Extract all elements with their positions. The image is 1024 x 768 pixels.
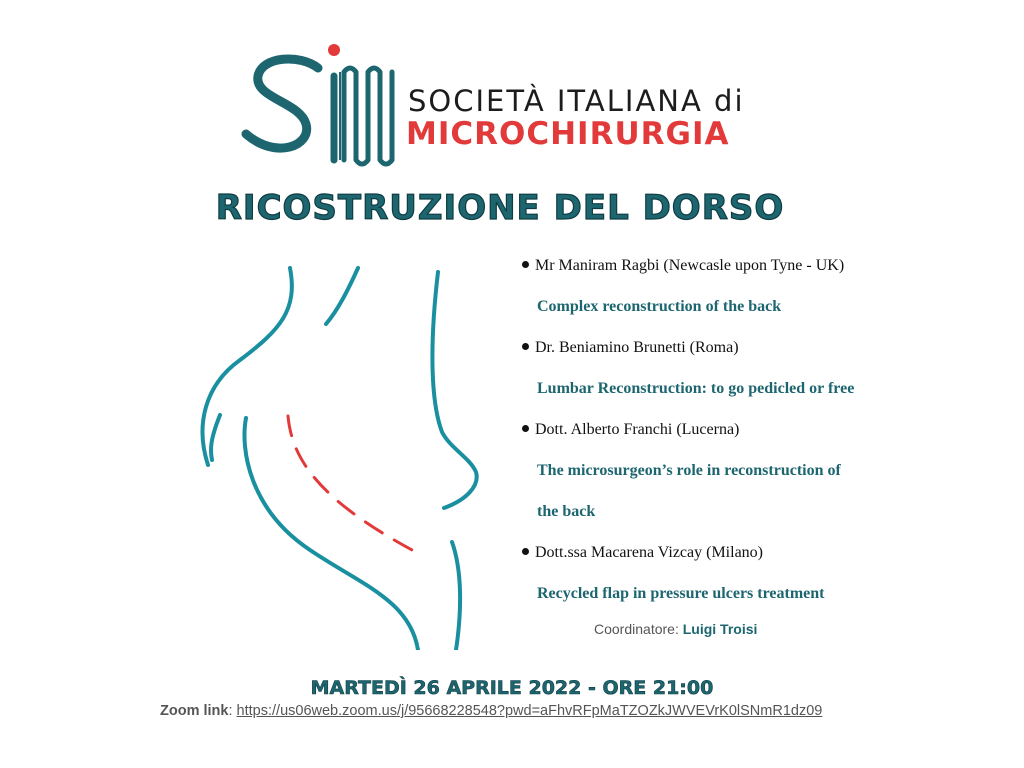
speaker-name: Mr Maniram Ragbi (Newcasle upon Tyne - UK) — [535, 257, 845, 274]
logo — [240, 42, 760, 172]
speaker-name: Dott. Alberto Franchi (Lucerna) — [535, 421, 740, 438]
zoom-link[interactable]: https://us06web.zoom.us/j/95668228548?pwd=aFhvRFpMaTZOZkJWVEVrK0lSNmR1dz09 — [236, 703, 823, 719]
logo-dot-icon — [328, 44, 340, 56]
speaker-name: Dott.ssa Macarena Vizcay (Milano) — [535, 544, 763, 561]
incision-line — [288, 416, 412, 550]
coordinator-name: Luigi Troisi — [682, 621, 758, 637]
org-name-line2: MICROCHIRURGIA — [406, 116, 730, 152]
talk-title: Recycled flap in pressure ulcers treatment — [537, 585, 825, 602]
bullet-dot-icon — [522, 425, 529, 432]
bullet-dot-icon — [522, 343, 529, 350]
coordinator — [594, 621, 757, 637]
event-date: MARTEDÌ 26 APRILE 2022 - ORE 21:00 — [310, 677, 714, 699]
sim-logo-icon — [240, 42, 405, 172]
speaker-item — [522, 338, 922, 420]
speaker-item — [522, 256, 922, 338]
org-name-line1: SOCIETÀ ITALIANA di — [408, 84, 745, 118]
speaker-list — [522, 256, 922, 625]
talk-title-cont: the back — [537, 503, 596, 520]
bullet-dot-icon — [522, 548, 529, 555]
talk-title: Lumbar Reconstruction: to go pedicled or free — [537, 380, 855, 397]
zoom-label: Zoom link — [160, 703, 229, 719]
coordinator-label: Coordinatore: — [594, 621, 679, 637]
speaker-item — [522, 420, 922, 543]
talk-title: Complex reconstruction of the back — [537, 298, 782, 315]
page-title: RICOSTRUZIONE DEL DORSO — [215, 188, 785, 228]
speaker-name: Dr. Beniamino Brunetti (Roma) — [535, 339, 739, 356]
zoom-sep: : — [228, 703, 233, 719]
torso-illustration-icon — [180, 250, 500, 650]
speaker-item — [522, 543, 922, 625]
talk-title: The microsurgeon’s role in reconstruction of — [537, 462, 841, 479]
zoom-link-line — [160, 703, 822, 719]
bullet-dot-icon — [522, 261, 529, 268]
